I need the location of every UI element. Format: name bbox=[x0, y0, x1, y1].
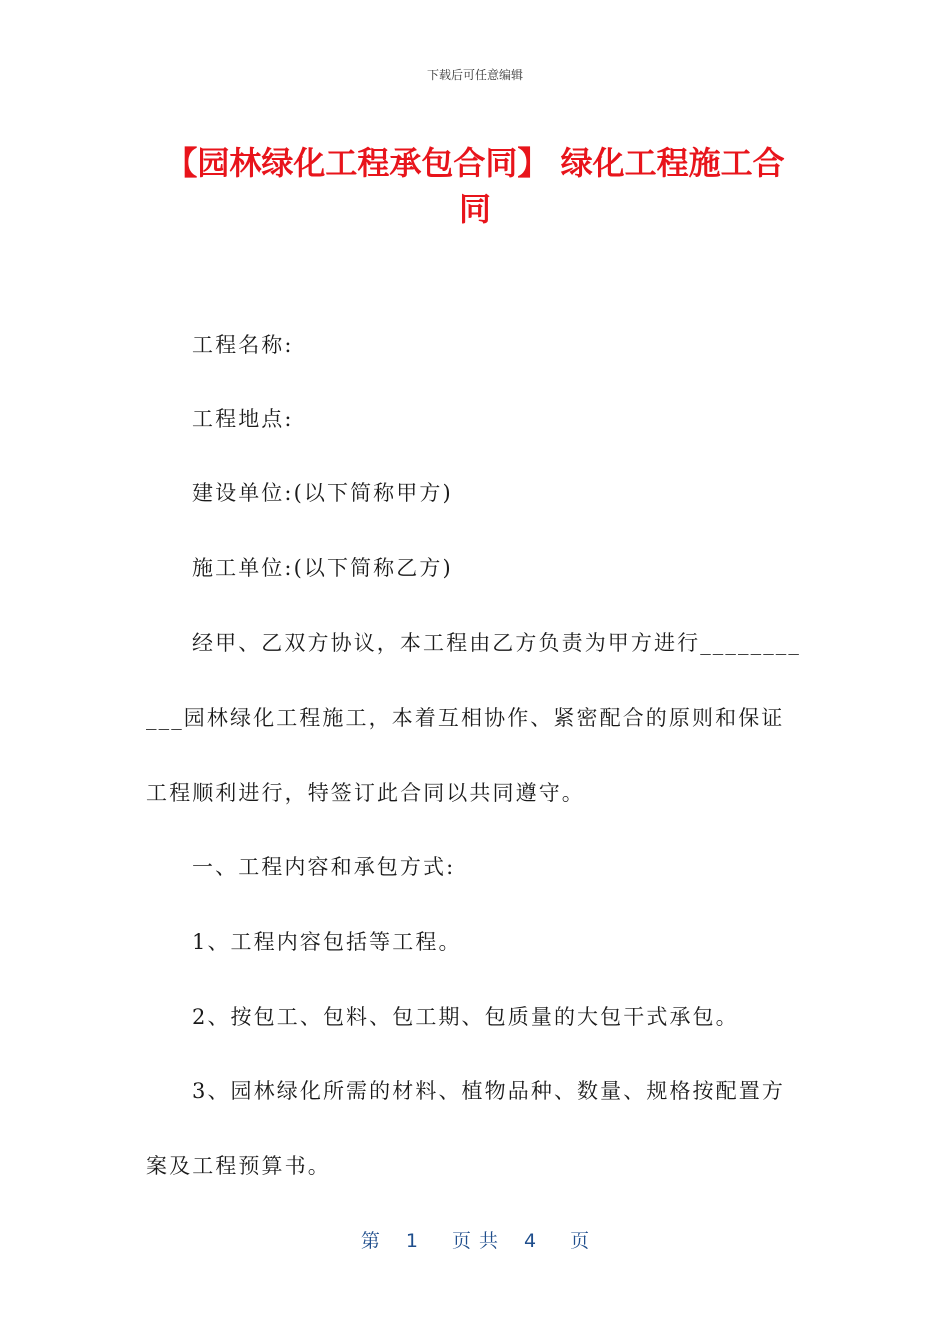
document-title bbox=[140, 140, 810, 232]
title-line-1: 【园林绿化工程承包合同】 绿化工程施工合 bbox=[165, 144, 785, 182]
field-client-party-a: 建设单位:(以下简称甲方) bbox=[192, 481, 453, 505]
paragraph-agreement-line-2: ___园林绿化工程施工，本着互相协作、紧密配合的原则和保证 bbox=[146, 706, 785, 730]
clause-3-line-2: 案及工程预算书。 bbox=[146, 1154, 331, 1178]
field-contractor-party-b: 施工单位:(以下简称乙方) bbox=[192, 556, 453, 580]
paragraph-agreement-line-1: 经甲、乙双方协议，本工程由乙方负责为甲方进行________ bbox=[192, 631, 801, 655]
paragraph-agreement-line-3: 工程顺利进行，特签订此合同以共同遵守。 bbox=[146, 781, 585, 805]
clause-1: 1、工程内容包括等工程。 bbox=[192, 930, 462, 954]
section-heading-1: 一、工程内容和承包方式: bbox=[192, 855, 456, 879]
footer-current-page: 1 bbox=[405, 1230, 418, 1252]
footer-label-end: 页 bbox=[570, 1230, 590, 1252]
page-footer bbox=[0, 1226, 950, 1253]
footer-label-page: 第 bbox=[360, 1230, 380, 1252]
field-project-name: 工程名称: bbox=[192, 333, 294, 357]
footer-label-of: 页共 bbox=[451, 1230, 506, 1252]
header-note: 下载后可任意编辑 bbox=[426, 68, 523, 82]
footer-total-pages: 4 bbox=[524, 1230, 537, 1252]
clause-2: 2、按包工、包料、包工期、包质量的大包干式承包。 bbox=[192, 1005, 739, 1029]
field-project-location: 工程地点: bbox=[192, 407, 294, 431]
clause-3-line-1: 3、园林绿化所需的材料、植物品种、数量、规格按配置方 bbox=[192, 1079, 785, 1103]
title-line-2: 同 bbox=[458, 190, 491, 228]
